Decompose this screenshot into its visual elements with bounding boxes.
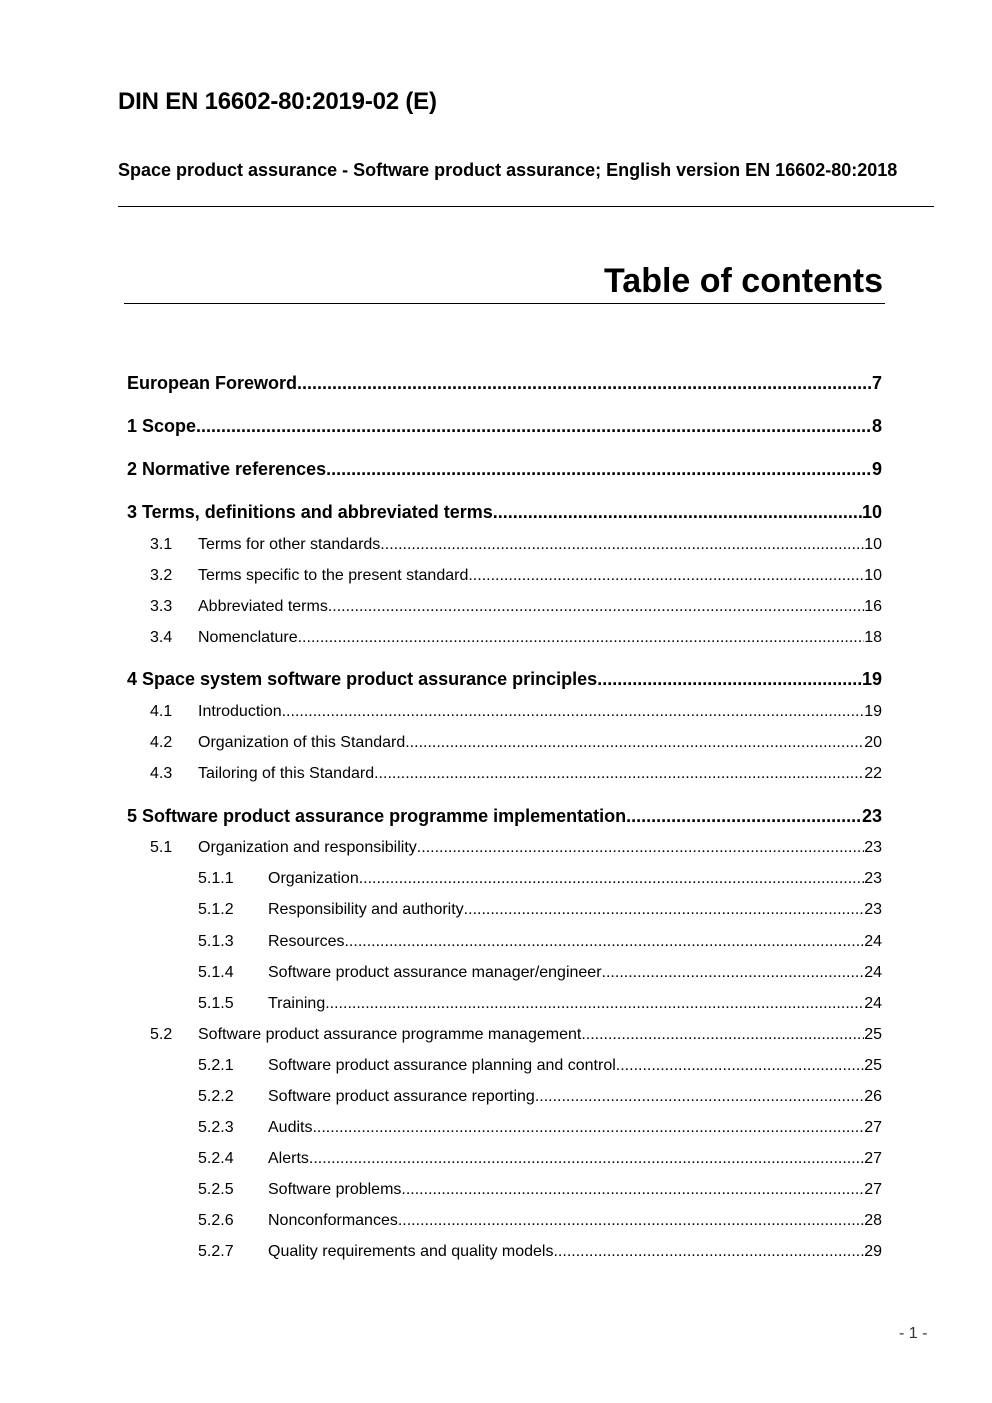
toc-entry-page: 27: [864, 1150, 882, 1167]
toc-entry-page: 19: [861, 669, 882, 689]
toc-entry[interactable]: [198, 1181, 882, 1199]
toc-entry[interactable]: [150, 629, 882, 647]
toc-entry[interactable]: [150, 734, 882, 752]
toc-entry-page: 29: [864, 1243, 882, 1260]
toc-dot-leader: [626, 806, 862, 827]
toc-entry-title: Organization and responsibility: [198, 839, 417, 856]
toc-dot-leader: [359, 870, 864, 888]
toc-entry-page: 27: [864, 1119, 882, 1136]
toc-entry-title: Organization of this Standard: [198, 734, 406, 751]
toc-entry-title: Software product assurance planning and control: [268, 1057, 616, 1074]
toc-dot-leader: [616, 1057, 864, 1075]
toc-entry-title: Abbreviated terms: [198, 598, 328, 615]
toc-entry-page: 8: [871, 416, 882, 436]
toc-dot-leader: [581, 1026, 864, 1044]
toc-entry[interactable]: [127, 806, 882, 827]
toc-entry[interactable]: [127, 416, 882, 437]
toc-entry[interactable]: [198, 1150, 882, 1168]
toc-entry-number: 5.2.3: [198, 1119, 234, 1136]
toc-dot-leader: [405, 734, 864, 752]
toc-entry-title: Introduction: [198, 703, 282, 720]
toc-entry-page: 22: [864, 765, 882, 782]
toc-entry-page: 24: [864, 964, 882, 981]
toc-entry[interactable]: [198, 1243, 882, 1261]
toc-entry-page: 18: [864, 629, 882, 646]
toc-entry-page: 27: [864, 1181, 882, 1198]
toc-dot-leader: [374, 765, 864, 783]
toc-dot-leader: [493, 502, 862, 523]
toc-dot-leader: [196, 416, 872, 437]
toc-entry[interactable]: [127, 669, 882, 690]
toc-entry-page: 26: [864, 1088, 882, 1105]
document-id: DIN EN 16602-80:2019-02 (E): [118, 88, 437, 115]
toc-entry-number: 3.3: [150, 598, 173, 615]
toc-entry-page: 23: [861, 806, 882, 826]
toc-entry-title: Organization: [268, 870, 359, 887]
document-subtitle: Space product assurance - Software product assurance; English version EN 16602-80:2018: [118, 160, 898, 180]
toc-entry-title: Nomenclature: [198, 629, 298, 646]
toc-entry-title: Terms specific to the present standard: [198, 567, 469, 584]
toc-dot-leader: [602, 964, 865, 982]
toc-dot-leader: [344, 933, 864, 951]
toc-entry-title: Software problems: [268, 1181, 402, 1198]
toc-entry-page: 28: [864, 1212, 882, 1229]
toc-entry-page: 10: [864, 536, 882, 553]
toc-entry-number: 4.3: [150, 765, 173, 782]
toc-entry[interactable]: [150, 598, 882, 616]
toc-entry-title: Nonconformances: [268, 1212, 398, 1229]
toc-entry[interactable]: [150, 765, 882, 783]
toc-entry-page: 24: [864, 995, 882, 1012]
toc-entry-number: 5.2.6: [198, 1212, 234, 1229]
toc-entry-number: 3.1: [150, 536, 173, 553]
toc-entry-number: 5.2.4: [198, 1150, 234, 1167]
toc-dot-leader: [597, 669, 862, 690]
toc-dot-leader: [417, 839, 864, 857]
toc-dot-leader: [380, 536, 864, 554]
toc-entry[interactable]: [150, 839, 882, 857]
toc-entry-page: 7: [871, 373, 882, 393]
toc-entry[interactable]: [150, 703, 882, 721]
toc-entry-title: Terms, definitions and abbreviated terms: [142, 502, 493, 522]
toc-entry-title: Software product assurance programme management: [198, 1026, 582, 1043]
toc-entry[interactable]: [198, 1212, 882, 1230]
toc-entry[interactable]: [127, 373, 882, 394]
toc-entry[interactable]: [198, 901, 882, 919]
toc-entry-number: 5.1.5: [198, 995, 234, 1012]
toc-entry[interactable]: [127, 502, 882, 523]
toc-entry[interactable]: [127, 459, 882, 480]
toc-dot-leader: [535, 1088, 864, 1106]
toc-entry-number: 4: [127, 669, 138, 689]
toc-entry[interactable]: [198, 995, 882, 1013]
toc-entry[interactable]: [150, 536, 882, 554]
toc-entry-number: 5.2.7: [198, 1243, 234, 1260]
toc-entry-number: 3.4: [150, 629, 173, 646]
toc-entry[interactable]: [198, 1088, 882, 1106]
toc-entry-page: 23: [864, 901, 882, 918]
toc-dot-leader: [282, 703, 865, 721]
toc-dot-leader: [468, 567, 864, 585]
toc-entry-number: 5.1.4: [198, 964, 234, 981]
toc-entry-page: 16: [864, 598, 882, 615]
toc-heading: Table of contents: [604, 262, 883, 300]
toc-dot-leader: [325, 995, 864, 1013]
toc-entry-number: 5.1.1: [198, 870, 234, 887]
toc-entry-page: 19: [864, 703, 882, 720]
toc-entry-title: Space system software product assurance principles: [142, 669, 598, 689]
toc-entry-number: 5.1: [150, 839, 173, 856]
toc-dot-leader: [398, 1212, 864, 1230]
toc-dot-leader: [298, 629, 865, 647]
toc-entry-title: Alerts: [268, 1150, 309, 1167]
toc-entry-page: 24: [864, 933, 882, 950]
toc-entry-number: 5.2.1: [198, 1057, 234, 1074]
toc-entry-number: 5.1.2: [198, 901, 234, 918]
page-number: - 1 -: [899, 1325, 928, 1342]
toc-dot-leader: [309, 1150, 864, 1168]
toc-entry-number: 1: [127, 416, 138, 436]
toc-entry-number: 5.2.5: [198, 1181, 234, 1198]
toc-dot-leader: [401, 1181, 864, 1199]
toc-entry-title: Software product assurance manager/engineer: [268, 964, 602, 981]
toc-entry-number: 5: [127, 806, 138, 826]
toc-entry-title: Terms for other standards: [198, 536, 381, 553]
toc-entry-page: 10: [861, 502, 882, 522]
toc-entry-number: 5.2.2: [198, 1088, 234, 1105]
toc-entry-title: Audits: [268, 1119, 313, 1136]
toc-entry-page: 23: [864, 870, 882, 887]
toc-entry[interactable]: [198, 933, 882, 951]
toc-entry-number: 5.2: [150, 1026, 173, 1043]
toc-entry-title: Tailoring of this Standard: [198, 765, 375, 782]
toc-dot-leader: [328, 598, 864, 616]
toc-entry[interactable]: [150, 567, 882, 585]
toc-entry-page: 23: [864, 839, 882, 856]
toc-entry[interactable]: [150, 1026, 882, 1044]
toc-dot-leader: [326, 459, 872, 480]
toc-entry-number: 2: [127, 459, 138, 479]
toc-entry-number: 5.1.3: [198, 933, 234, 950]
toc-entry-number: 3: [127, 502, 138, 522]
toc-dot-leader: [312, 1119, 864, 1137]
toc-entry-title: Software product assurance programme implementation: [142, 806, 627, 826]
toc-entry-title: Resources: [268, 933, 345, 950]
toc-entry-title: Software product assurance reporting: [268, 1088, 535, 1105]
toc-entry-title: European Foreword: [127, 373, 298, 393]
toc-dot-leader: [297, 373, 872, 394]
toc-entry-number: 3.2: [150, 567, 173, 584]
toc-entry-number: 4.2: [150, 734, 173, 751]
toc-entry-page: 25: [864, 1026, 882, 1043]
toc-dot-leader: [553, 1243, 864, 1261]
toc-entry-title: Normative references: [142, 459, 327, 479]
toc-entry[interactable]: [198, 1119, 882, 1137]
toc-entry[interactable]: [198, 964, 882, 982]
toc-entry-title: Quality requirements and quality models: [268, 1243, 554, 1260]
toc-entry-page: 10: [864, 567, 882, 584]
toc-entry-page: 25: [864, 1057, 882, 1074]
toc-entry-title: Responsibility and authority: [268, 901, 464, 918]
toc-entry-title: Training: [268, 995, 326, 1012]
toc-dot-leader: [464, 901, 865, 919]
toc-entry-page: 20: [864, 734, 882, 751]
toc-entry-page: 9: [871, 459, 882, 479]
toc-entry-title: Scope: [142, 416, 197, 436]
toc-entry-number: 4.1: [150, 703, 173, 720]
toc-entry[interactable]: [198, 1057, 882, 1075]
toc-entry[interactable]: [198, 870, 882, 888]
